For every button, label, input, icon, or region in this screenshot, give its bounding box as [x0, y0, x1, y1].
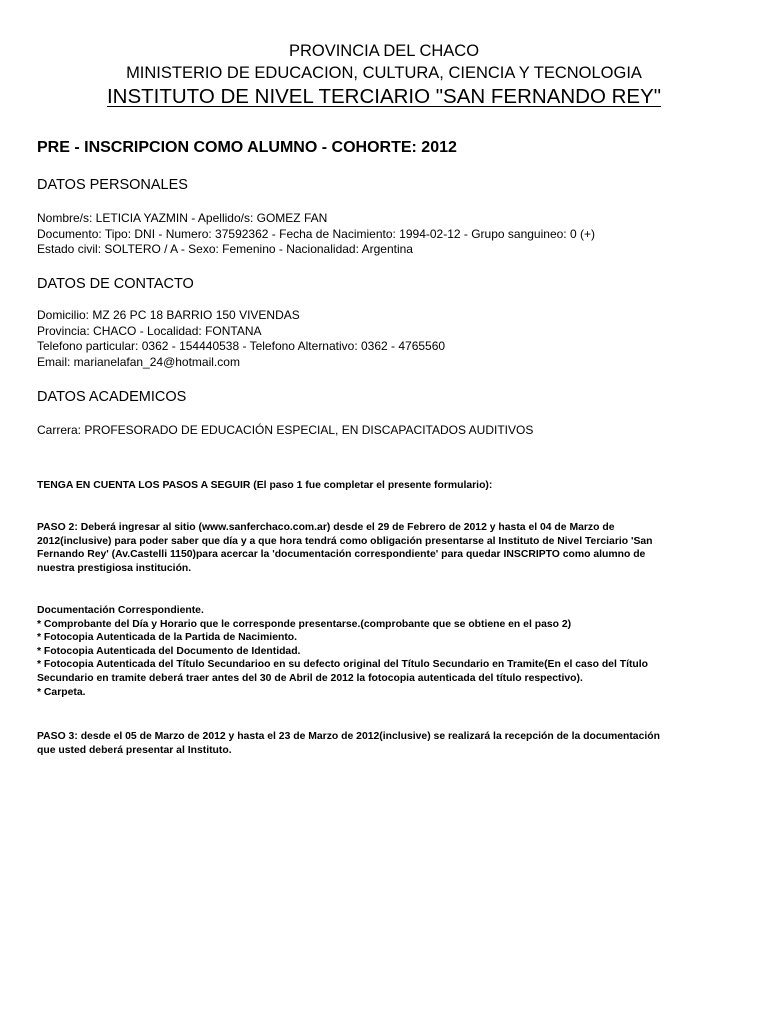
contact-email-line: Email: marianelafan_24@hotmail.com — [37, 354, 240, 369]
form-title: PRE - INSCRIPCION COMO ALUMNO - COHORTE: 2012 — [37, 139, 457, 156]
contact-phone-line: Telefono particular: 0362 - 154440538 - Telefono Alternativo: 0362 - 4765560 — [37, 339, 446, 353]
header-ministry: MINISTERIO DE EDUCACION, CULTURA, CIENCIA Y TECNOLOGIA — [126, 64, 642, 82]
paso3-line-2: que usted deberá presentar al Instituto. — [37, 744, 232, 756]
documentation-item: * Fotocopia Autenticada del Título Secundarioo en su defecto original del Título Secundario en Tramite(En el caso del Título — [37, 659, 649, 671]
documentation-item: * Fotocopia Autenticada de la Partida de Nacimiento. — [37, 632, 298, 644]
header-institute: INSTITUTO DE NIVEL TERCIARIO "SAN FERNANDO REY" — [106, 85, 662, 108]
paso2-line-3: Fernando Rey' (Av.Castelli 1150)para acercar la 'documentación correspondiente' para quedar INSCRIPTO como alumno de — [37, 549, 646, 561]
academic-career-line: Carrera: PROFESORADO DE EDUCACIÓN ESPECIAL, EN DISCAPACITADOS AUDITIVOS — [37, 423, 534, 437]
personal-civil-line: Estado civil: SOLTERO / A - Sexo: Femenino - Nacionalidad: Argentina — [37, 242, 413, 256]
documentation-item: * Fotocopia Autenticada del Documento de Identidad. — [37, 645, 301, 657]
steps-intro: TENGA EN CUENTA LOS PASOS A SEGUIR (El paso 1 fue completar el presente formulario): — [37, 480, 493, 491]
paso2-line-1: PASO 2: Deberá ingresar al sitio (www.sanferchaco.com.ar) desde el 29 de Febrero de 2012 y hasta el 04 de Marzo de — [37, 522, 615, 533]
header-province: PROVINCIA DEL CHACO — [288, 42, 480, 60]
paso3-line-1: PASO 3: desde el 05 de Marzo de 2012 y hasta el 23 de Marzo de 2012(inclusive) se realizará la recepción de la documentación — [37, 731, 660, 742]
section-contact-heading: DATOS DE CONTACTO — [37, 276, 194, 292]
contact-province-line: Provincia: CHACO - Localidad: FONTANA — [37, 323, 262, 338]
documentation-item-continued: Secundario en tramite deberá traer antes del 30 de Abril de 2012 la fotocopia autenticada del título respectivo). — [37, 673, 583, 684]
personal-name-line: Nombre/s: LETICIA YAZMIN - Apellido/s: GOMEZ FAN — [37, 211, 328, 225]
documentation-item: * Comprobante del Día y Horario que le corresponde presentarse.(comprobante que se obtiene en el paso 2) — [37, 618, 572, 630]
documentation-item: * Carpeta. — [37, 686, 86, 698]
section-personal-heading: DATOS PERSONALES — [37, 177, 188, 193]
contact-address-line: Domicilio: MZ 26 PC 18 BARRIO 150 VIVENDAS — [37, 308, 300, 322]
paso2-line-2: 2012(inclusive) para poder saber que día y a que hora tendrá como obligación presentarse al Instituto de Nivel Terciario 'San — [37, 535, 653, 547]
section-academic-heading: DATOS ACADEMICOS — [37, 389, 187, 405]
paso2-line-4: nuestra prestigiosa institución. — [37, 562, 192, 574]
personal-document-line: Documento: Tipo: DNI - Numero: 37592362 - Fecha de Nacimiento: 1994-02-12 - Grupo sanguineo: 0 (+) — [37, 226, 595, 241]
documentation-heading: Documentación Correspondiente. — [37, 605, 204, 616]
